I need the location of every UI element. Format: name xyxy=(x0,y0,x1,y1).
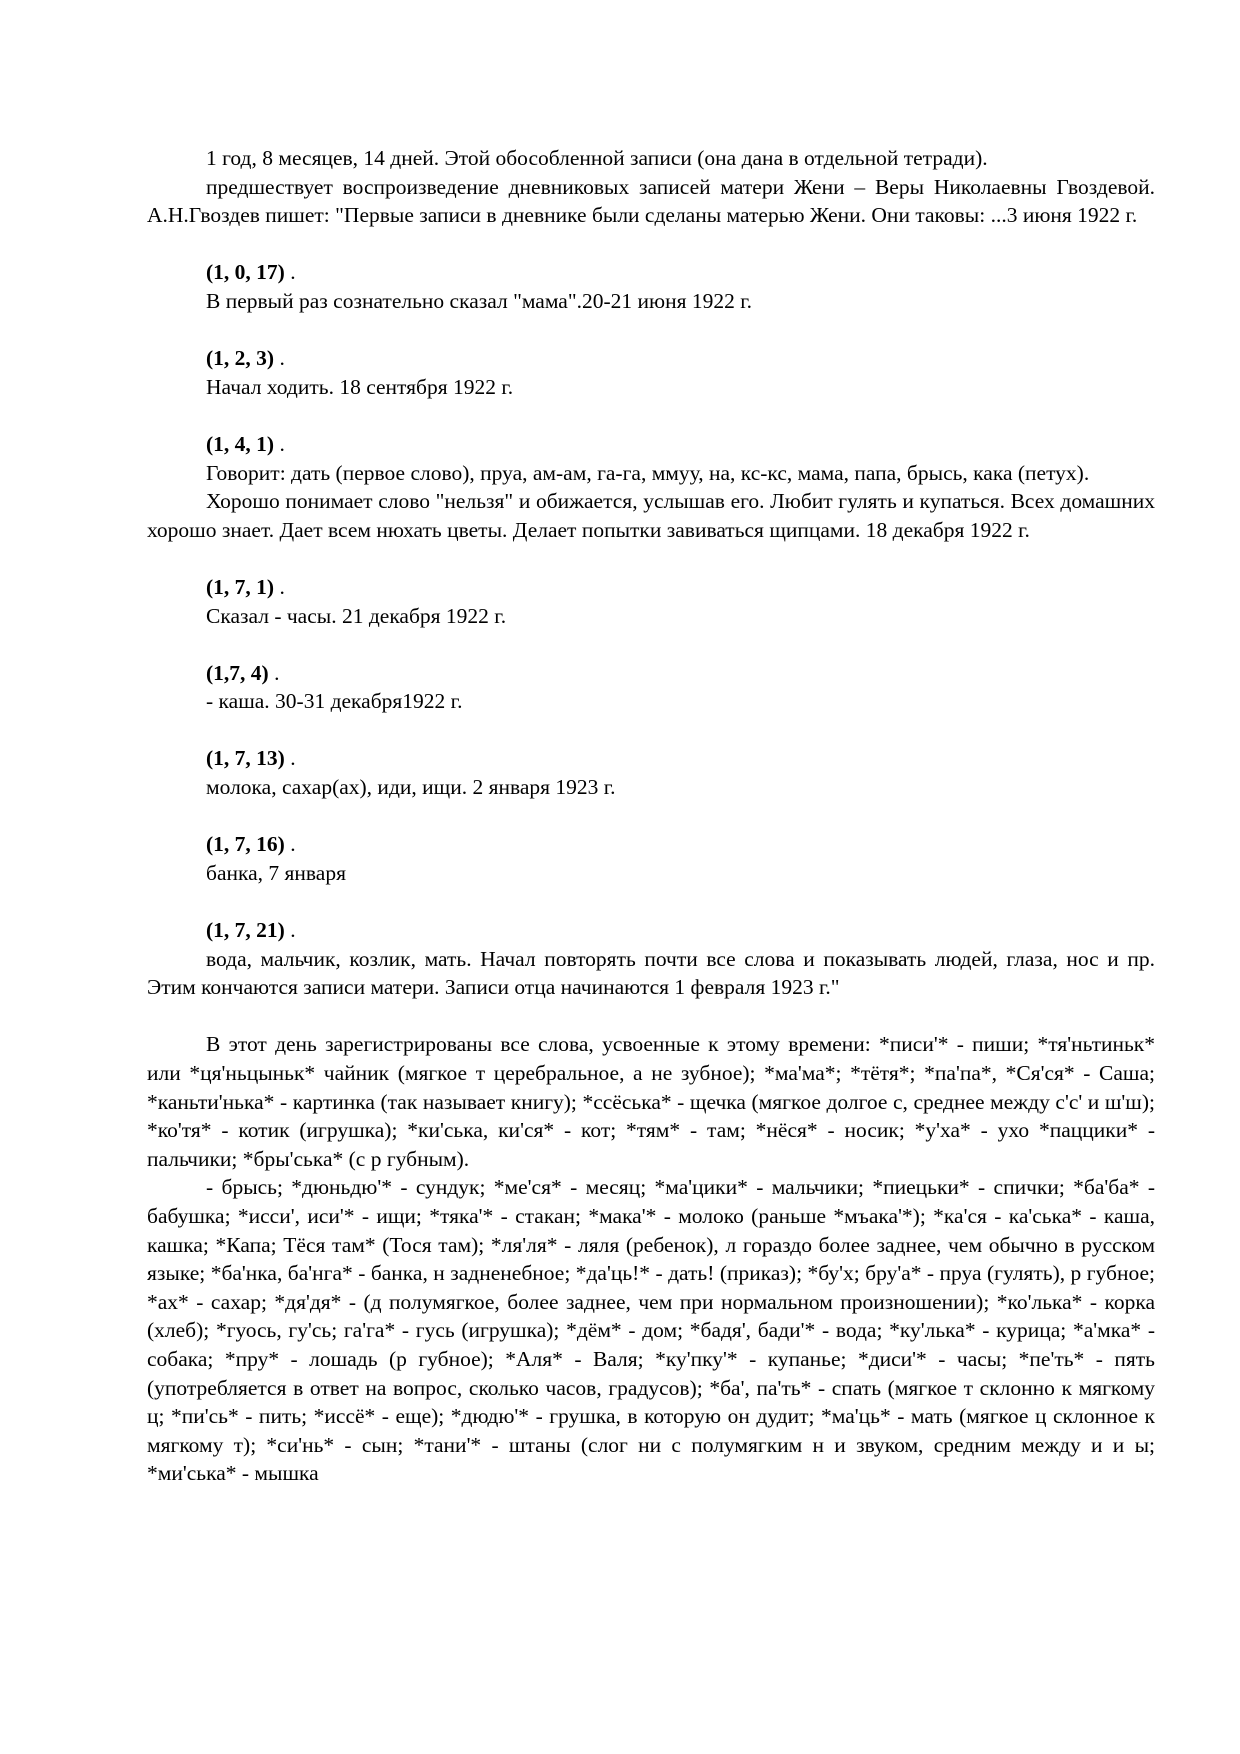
entry-age: (1, 0, 17) . xyxy=(206,260,296,285)
entry-age: (1, 7, 13) . xyxy=(206,746,296,771)
entry-text: Говорит: дать (первое слово), пруа, ам-ам, га-га, ммуу, на, кс-кс, мама, папа, брысь, кака (петух). xyxy=(206,460,1090,485)
entry-age: (1, 4, 1) . xyxy=(206,431,285,456)
entry-text: молока, сахар(ах), иди, ищи. 2 января 1923 г. xyxy=(206,775,616,800)
intro-line-1: 1 год, 8 месяцев, 14 дней. Этой обособленной записи (она дана в отдельной тетради). xyxy=(206,146,988,170)
body-paragraph: - брысь; *дюньдю'* - сундук; *ме'ся* - месяц; *ма'цики* - мальчики; *пиецьки* - спички; *ба'ба* - бабушка; *исси', иси'* - ищи; *тяка'* - стакан; *мака'* - молоко (раньше *мъака'*); *ка'ся - ка'ська* - каша, кашка; *Капа; Тёся там* (Тося там); *ля'ля* - ляля (ребенок), л гораздо более заднее, чем обычно в русском языке; *ба'нка, ба'нга* - банка, н задненебное; *да'ць!* - дать! (приказ); *бу'х; бру'а* - пруа (гулять), р губное; *ах* - сахар; *дя'дя* - (д полумягкое, более заднее, чем при нормальном произношении); *ко'лька* - корка (хлеб); *гуось, гу'сь; га'га* - гусь (игрушка); *дём* - дом; *бадя', бади'* - вода; *ку'лька* - курица; *а'мка* - собака; *пру* - лошадь (р губное); *Аля* - Валя; *ку'пку'* - купанье; *диси'* - часы; *пе'ть* - пять (употребляется в ответ на вопрос, сколько часов, градусов); *ба', па'ть* - спать (мягкое т склонно к мягкому ц; *пи'сь* - пить; *иссё* - еще); *дюдю'* - грушка, в которую он дудит; *ма'ць* - мать (мягкое ц склонное к мягкому т); *си'нь* - сын; *тани'* - штаны (слог ни с полумягким н и звуком, средним между и и ы; *ми'ська* - мышка xyxy=(147,1175,1155,1486)
entry-text: банка, 7 января xyxy=(206,860,346,885)
intro-paragraph: предшествует воспроизведение дневниковых записей матери Жени – Веры Николаевны Гвоздевой. А.Н.Гвоздев пишет: "Первые записи в дневнике были сделаны матерью Жени. Они таковы: ...3 июня 1922 г. xyxy=(147,174,1155,228)
entry-age: (1, 2, 3) . xyxy=(206,346,285,371)
entry-age: (1, 7, 21) . xyxy=(206,918,296,943)
body-paragraph: В этот день зарегистрированы все слова, усвоенные к этому времени: *писи'* - пиши; *тя'ньтиньк* или *ця'ньцыньк* чайник (мягкое т церебральное, а не зубное); *ма'ма*; *тётя*; *па'па*, *Ся'ся* - Саша; *каньти'нька* - картинка (так называет книгу); *ссёська* - щечка (мягкое долгое с, среднее между с'с' и ш'ш); *ко'тя* - котик (игрушка); *ки'ська, ки'ся* - кот; *тям* - там; *нёся* - носик; *у'ха* - ухо *паццики* - пальчики; *бры'ська* (с р губным). xyxy=(147,1032,1155,1171)
entry-text: - каша. 30-31 декабря1922 г. xyxy=(206,689,463,714)
entry-age: (1, 7, 16) . xyxy=(206,832,296,857)
entry-text: вода, мальчик, козлик, мать. Начал повторять почти все слова и показывать людей, глаза, нос и пр. Этим кончаются записи матери. Записи отца начинаются 1 февраля 1923 г." xyxy=(147,946,1155,1000)
entry-text: Хорошо понимает слово "нельзя" и обижается, услышав его. Любит гулять и купаться. Всех домашних хорошо знает. Дает всем нюхать цветы. Делает попытки завиваться щипцами. 18 декабря 1922 г. xyxy=(147,489,1155,542)
entry-text: В первый раз сознательно сказал "мама".20-21 июня 1922 г. xyxy=(206,288,753,313)
document-page xyxy=(147,144,1155,1488)
entry-age: (1,7, 4) . xyxy=(206,660,280,685)
entry-age: (1, 7, 1) . xyxy=(206,574,285,599)
entry-text: Сказал - часы. 21 декабря 1922 г. xyxy=(206,603,507,628)
entry-text: Начал ходить. 18 сентября 1922 г. xyxy=(206,374,514,399)
